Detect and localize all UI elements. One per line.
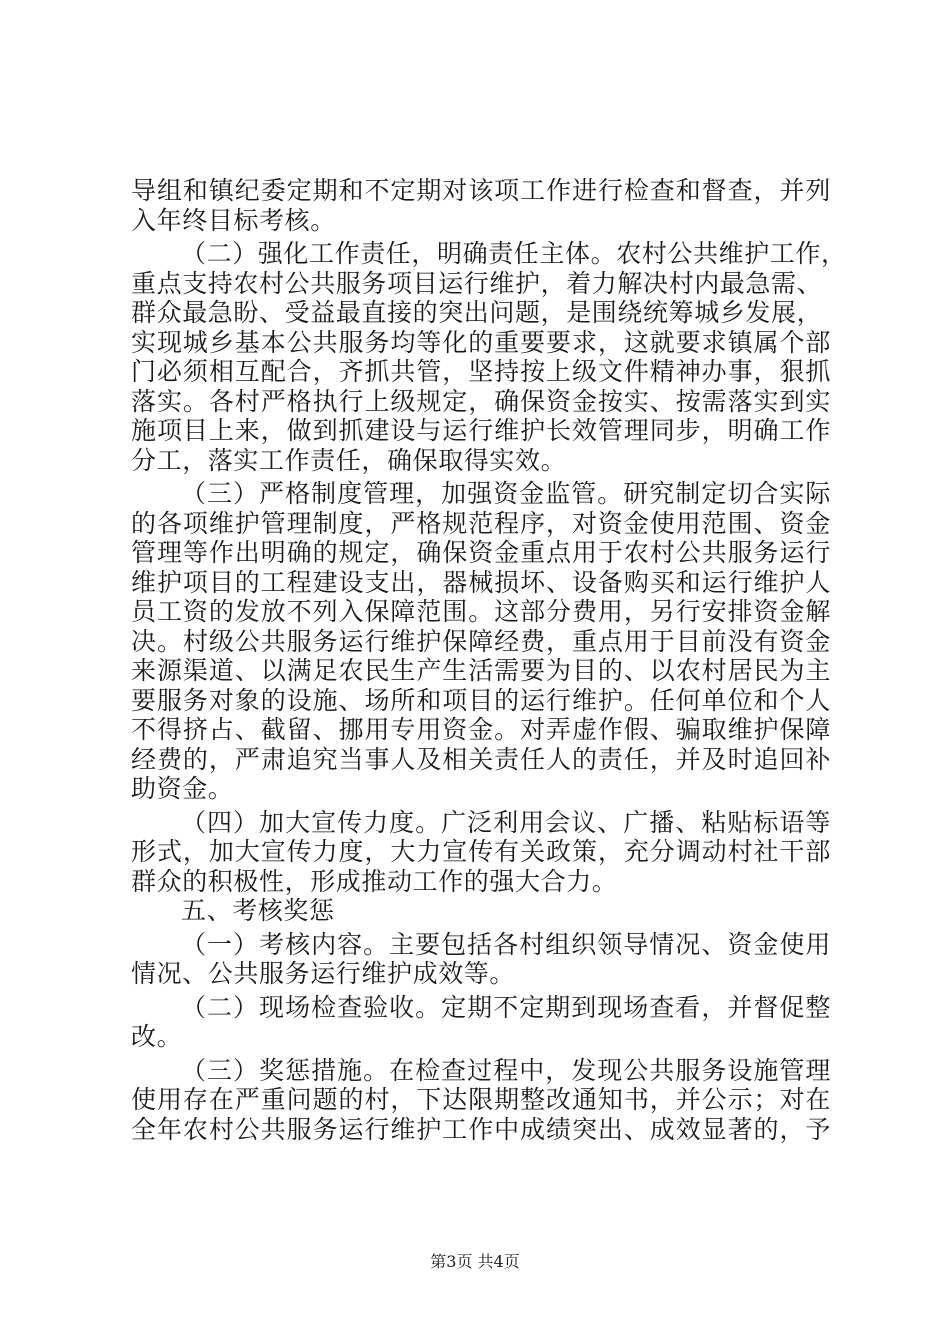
text-line: 来源渠道、以满足农民生产生活需要为目的、以农村居民为主	[131, 656, 831, 685]
paragraph-heading-line: （二）强化工作责任，明确责任主体。农村公共维护工作，	[181, 239, 847, 268]
text-line: 群众最急盼、受益最直接的突出问题，是围绕统筹城乡发展，	[131, 298, 823, 327]
paragraph-heading-line: （二）现场检查验收。定期不定期到现场查看，并督促整	[181, 992, 831, 1022]
text-line: 落实。各村严格执行上级规定，确保资金按实、按需落实到实	[131, 386, 831, 416]
text-line: 形式，加大宣传力度，大力宣传有关政策，充分调动村社干部	[131, 837, 831, 866]
text-line: 重点支持农村公共服务项目运行维护，着力解决村内最急需、	[131, 268, 823, 298]
text-line: 助资金。	[131, 774, 234, 803]
text-line: 导组和镇纪委定期和不定期对该项工作进行检查和督查，并列	[131, 176, 831, 205]
text-line: 施项目上来，做到抓建设与运行维护长效管理同步，明确工作	[131, 416, 831, 445]
document-body	[131, 176, 847, 1144]
text-line: 的各项维护管理制度，严格规范程序，对资金使用范围、资金	[131, 508, 831, 538]
text-line: 决。村级公共服务运行维护保障经费，重点用于目前没有资金	[131, 626, 831, 656]
text-line: 改。	[131, 1022, 183, 1051]
paragraph-heading-line: （三）奖惩措施。在检查过程中，发现公共服务设施管理	[181, 1055, 831, 1085]
text-line: 要服务对象的设施、场所和项目的运行维护。任何单位和个人	[131, 685, 831, 715]
text-line: 分工，落实工作责任，确保取得实效。	[131, 445, 567, 475]
text-line: 不得挤占、截留、挪用专用资金。对弄虚作假、骗取维护保障	[131, 715, 831, 744]
paragraph-heading-line: （一）考核内容。主要包括各村组织领导情况、资金使用	[181, 929, 831, 959]
text-line: 管理等作出明确的规定，确保资金重点用于农村公共服务运行	[131, 538, 831, 567]
text-line: 维护项目的工程建设支出，器械损坏、设备购买和运行维护人	[131, 567, 831, 597]
page-number-footer: 第3页 共4页	[430, 1252, 520, 1271]
text-line: 入年终目标考核。	[131, 205, 336, 235]
paragraph-heading-line: （四）加大宣传力度。广泛利用会议、广播、粘贴标语等	[181, 807, 831, 837]
text-line: 经费的，严肃追究当事人及相关责任人的责任，并及时追回补	[131, 744, 831, 774]
text-line: 群众的积极性，形成推动工作的强大合力。	[131, 866, 618, 896]
text-line: 门必须相互配合，齐抓共管，坚持按上级文件精神办事，狠抓	[131, 357, 831, 386]
text-line: 全年农村公共服务运行维护工作中成绩突出、成效显著的，予	[131, 1114, 831, 1144]
text-line: 实现城乡基本公共服务均等化的重要要求，这就要求镇属个部	[131, 327, 831, 357]
section-heading: 五、考核奖惩	[181, 896, 335, 925]
text-line: 员工资的发放不列入保障范围。这部分费用，另行安排资金解	[131, 597, 831, 626]
text-line: 情况、公共服务运行维护成效等。	[131, 959, 516, 988]
text-line: 使用存在严重问题的村，下达限期整改通知书，并公示；对在	[131, 1085, 831, 1114]
paragraph-heading-line: （三）严格制度管理，加强资金监管。研究制定切合实际	[181, 479, 831, 508]
